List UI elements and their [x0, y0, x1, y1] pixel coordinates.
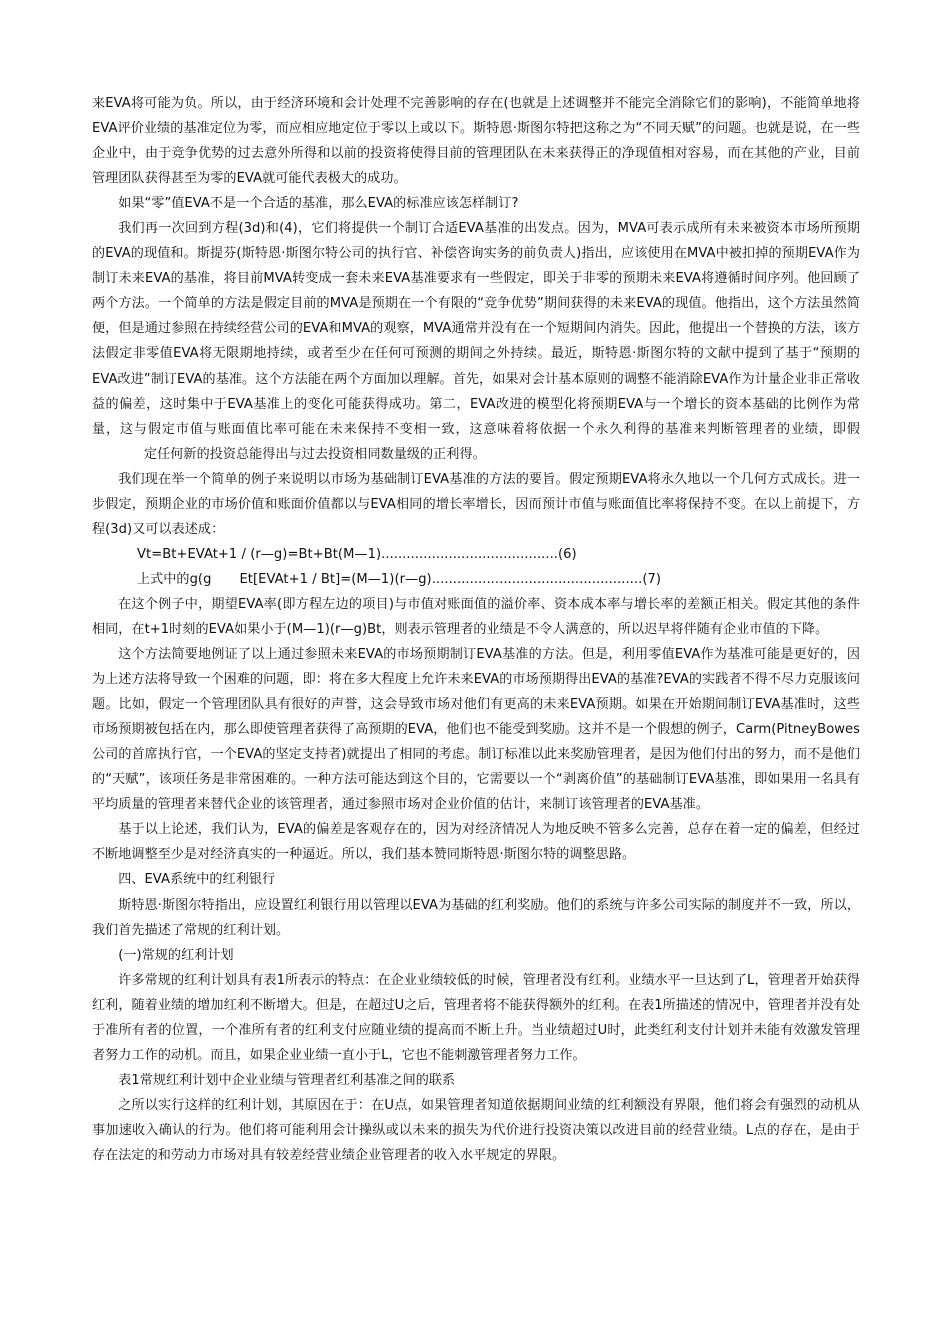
- section-heading: 四、EVA系统中的红利银行: [118, 872, 276, 888]
- paragraph: 基于以上论述，我们认为，EVA的偏差是客观存在的，因为对经济情况人为地反映不管多么完善，总存在着一定的偏差，但经过不断地调整至少是对经济真实的一种逼近。所以，我们基本赞同斯特恩·斯图尔特的调整思路。: [92, 822, 860, 863]
- equation-6: Vt=Bt+EVAt+1 / (r—g)=Bt+Bt(M—1)..........................................(6): [137, 546, 577, 562]
- paragraph: 来EVA将可能为负。所以，由于经济环境和会计处理不完善影响的存在(也就是上述调整并不能完全消除它们的影响)，不能简单地将EVA评价业绩的基准定位为零，而应相应地定位于零以上或以下。斯特恩·斯图尔特把这称之为“不同天赋”的问题。也就是说，在一些企业中，由于竞争优势的过去意外所得和以前的投资将使得目前的管理团队在未来获得正的净现值相对容易，而在其他的产业，目前管理团队获得甚至为零的EVA就可能代表极大的成功。: [92, 96, 860, 187]
- paragraph-text: 我们再一次回到方程(3d)和(4)，它们将提供一个制订合适EVA基准的出发点。因为，MVA可表示成所有未来被资本市场所预期的EVA的现值和。斯提芬(斯特恩·斯图尔特公司的执行官、补偿咨询实务的前负责人)指出，应该使用在MVA中被扣掉的预期EVA作为制订未来EVA的基准，将目前MVA转变成一套未来EVA基准要求有一些假定，即关于非零的预期未来EVA将遵循时间序列。他回顾了两个方法。一个简单的方法是假定目前的MVA是预期在一个有限的“竞争优势”期间获得的未来EVA的现值。他指出，这个方法虽然简便，但是通过参照在持续经营公司的EVA和MVA的观察，MVA通常并没有在一个短期间内消失。因此，他提出一个替换的方法，该方法假定非零值EVA将无限期地持续，或者至少在任何可预测的期间之外持续。最近，斯特恩·斯图尔特的文献中提到了基于“预期的EVA改进”制订EVA的基准。这个方法能在两个方面加以理解。首先，如果对会计基本原则的调整不能消除EVA作为计量企业非正常收益的偏差，这时集中于EVA基准上的变化可能获得成功。第二，EVA改进的模型化将预期EVA与一个增长的资本基础的比例作为常量，这与假定市值与账面值比率可能在未来保持不变相一致，这意味着将依据一个永久利得的基准来判断管理者的业绩，即假: [92, 221, 860, 437]
- paragraph: 之所以实行这样的红利计划，其原因在于：在U点，如果管理者知道依据期间业绩的红利额没有界限，他们将会有强烈的动机从事加速收入确认的行为。他们将可能利用会计操纵或以未来的损失为代价进行投资决策以改进目前的经营业绩。L点的存在，是由于存在法定的和劳动力市场对具有较差经营业绩企业管理者的收入水平规定的界限。: [92, 1097, 860, 1163]
- paragraph: 斯特恩·斯图尔特指出，应设置红利银行用以管理以EVA为基础的红利奖励。他们的系统与许多公司实际的制度并不一致，所以，我们首先描述了常规的红利计划。: [92, 897, 860, 938]
- document-page: [92, 91, 860, 1168]
- paragraph: 如果“零”值EVA不是一个合适的基准，那么EVA的标准应该怎样制订?: [118, 196, 519, 212]
- paragraph: [92, 216, 860, 466]
- equation-prefix: 上式中的g(g: [137, 571, 212, 587]
- equation-7: [92, 567, 860, 592]
- equation-text: Et[EVAt+1 / Bt]=(M—1)(r—g)..................................................(7): [239, 571, 662, 587]
- paragraph-text: 定任何新的投资总能得出与过去投资相同数量级的正利得。: [144, 446, 486, 462]
- paragraph: 这个方法简要地例证了以上通过参照未来EVA的市场预期制订EVA基准的方法。但是，利用零值EVA作为基准可能是更好的，因为上述方法将导致一个困难的问题，即：将在多大程度上允许未来EVA的市场预期得出EVA的基准?EVA的实践者不得不尽力克服该问题。比如，假定一个管理团队具有很好的声誉，这会导致市场对他们有更高的未来EVA预期。如果在开始期间制订EVA基准时，这些市场预期被包括在内，那么即使管理者获得了高预期的EVA，他们也不能受到奖励。这并不是一个假想的例子，Carm(PitneyBowes公司的首席执行官，一个EVA的坚定支持者)就提出了相同的考虑。制订标准以此来奖励管理者，是因为他们付出的努力，而不是他们的“天赋”，该项任务是非常困难的。一种方法可能达到这个目的，它需要以一个“剥离价值”的基础制订EVA基准，即如果用一名具有平均质量的管理者来替代企业的该管理者，通过参照市场对企业价值的估计，来制订该管理者的EVA基准。: [92, 647, 860, 813]
- paragraph: 在这个例子中，期望EVA率(即方程左边的项目)与市值对账面值的溢价率、资本成本率与增长率的差额正相关。假定其他的条件相同，在t+1时刻的EVA如果小于(M—1)(r—g)Bt，则表示管理者的业绩是不令人满意的，所以迟早将伴随有企业市值的下降。: [92, 596, 860, 637]
- subsection-heading: (一)常规的红利计划: [118, 947, 234, 963]
- paragraph: 我们现在举一个简单的例子来说明以市场为基础制订EVA基准的方法的要旨。假定预期EVA将永久地以一个几何方式成长。进一步假定，预期企业的市场价值和账面价值都以与EVA相同的增长率增长，因而预计市值与账面值比率将保持不变。在以上前提下，方程(3d)又可以表述成：: [92, 471, 860, 537]
- paragraph: 许多常规的红利计划具有表1所表示的特点：在企业业绩较低的时候，管理者没有红利。业绩水平一旦达到了L，管理者开始获得红利，随着业绩的增加红利不断增大。但是，在超过U之后，管理者将不能获得额外的红利。在表1所描述的情况中，管理者并没有处于准所有者的位置，一个准所有者的红利支付应随业绩的提高而不断上升。当业绩超过U时，此类红利支付计划并未能有效激发管理者努力工作的动机。而且，如果企业业绩一直小于L，它也不能刺激管理者努力工作。: [92, 972, 860, 1063]
- table-caption: 表1常规红利计划中企业业绩与管理者红利基准之间的联系: [118, 1072, 456, 1088]
